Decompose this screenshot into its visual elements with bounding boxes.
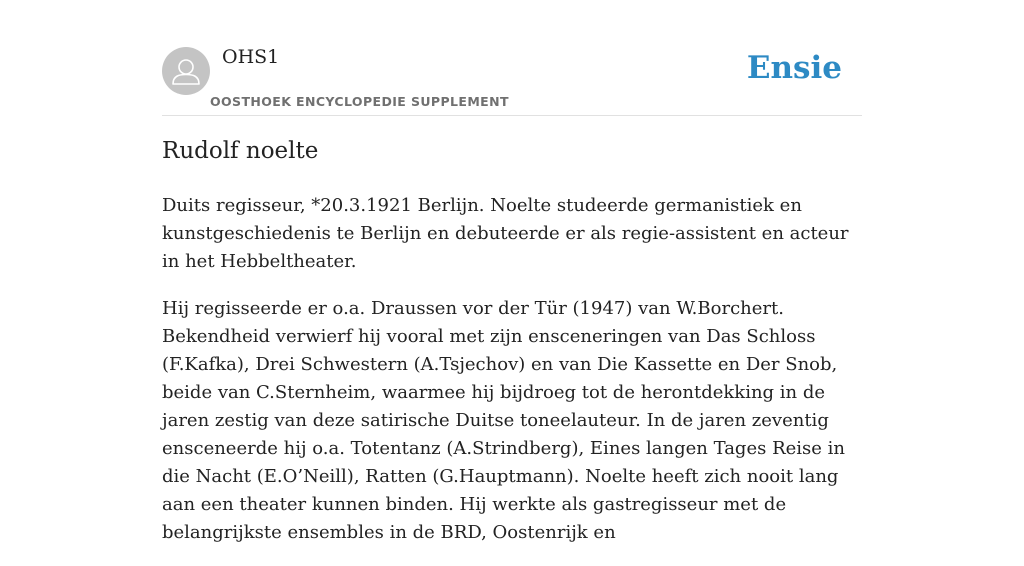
article-container <box>162 0 862 543</box>
avatar[interactable] <box>162 47 210 95</box>
article-body <box>162 192 866 566</box>
page-title: Rudolf noelte <box>162 138 319 164</box>
source-link[interactable]: OOSTHOEK ENCYCLOPEDIE SUPPLEMENT <box>210 94 509 109</box>
article-paragraph: Hij regisseerde er o.a. Draussen vor der Tür (1947) van W.Borchert. Bekendheid verwierf hij vooral met zijn ensceneringen van Das Schloss (F.Kafka), Drei Schwestern (A.Tsjechov) en van Die Kassette en Der Snob, beide van C.Sternheim, waarmee hij bijdroeg tot de herontdekking in de jaren zestig van deze satirische Duitse toneelauteur. In de jaren zeventig ensceneerde hij o.a. Totentanz (A.Strindberg), Eines langen Tages Reise in die Nacht (E.O’Neill), Ratten (G.Hauptmann). Noelte heeft zich nooit lang aan een theater kunnen binden. Hij werkte als gastregisseur met de belangrijkste ensembles in de BRD, Oostenrijk en <box>162 298 845 543</box>
article-paragraph: Duits regisseur, *20.3.1921 Berlijn. Noelte studeerde germanistiek en kunstgeschiedenis te Berlijn en debuteerde er als regie-assistent en acteur in het Hebbeltheater. <box>162 195 849 272</box>
article-header <box>162 0 862 116</box>
username-link[interactable]: OHS1 <box>222 46 280 68</box>
user-icon <box>162 47 210 95</box>
ensie-logo[interactable]: Ensie <box>746 50 842 86</box>
